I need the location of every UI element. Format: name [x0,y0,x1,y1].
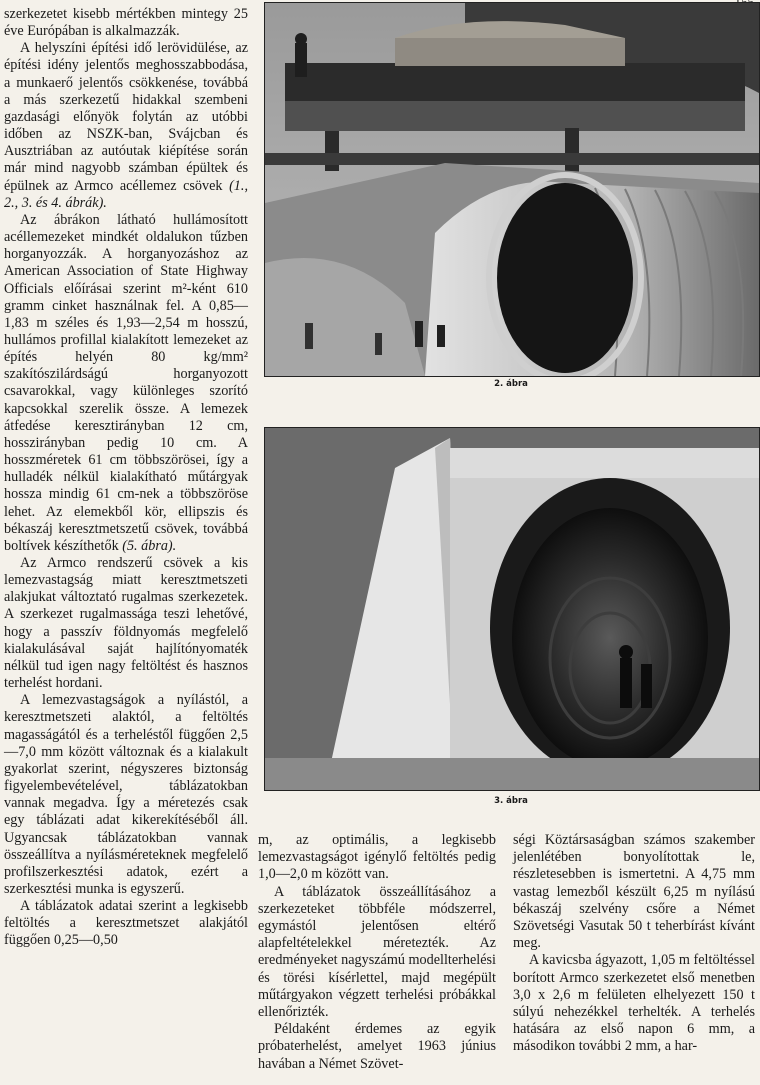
left-paragraph-4: Az Armco rendszerű csövek a kis lemezvastagság miatt keresztmetszeti alakjukat változtató rugalmas szerkezetek. A szerkezet rugalmassága teszi lehetővé, hogy a passzív földnyomás megfelelő kialakulásával saját hajlítónyomaték nélkül tud igen nagy feltöltést és hasznos terhelést hordani. [4,555,248,692]
right-text-column [513,832,755,1056]
middle-paragraph-2: A táblázatok összeállításához a szerkezeteket többféle módszerrel, egymástól jelentősen eltérő alapfeltételekkel méretezték. Az eredményeket nagyszámú modellterhelési és törési kísérlettel, majd megépült műtárgyakon végzett terhelési próbákkal ellenőrizték. [258,883,496,1021]
left-text-column [4,6,248,950]
figure-3-caption: 3. ábra [494,796,528,806]
figure-3-photo [264,427,760,791]
middle-text-column [258,832,496,1073]
figure-2-caption: 2. ábra [494,379,528,389]
figure-reference: (1., 2., 3. és 4. ábrák). [4,177,248,211]
left-paragraph-6: A táblázatok adatai szerint a legkisebb feltöltés a keresztmetszet alakjától függően 0,25—0,50 [4,898,248,949]
figure-3-image [265,428,759,790]
left-paragraph-5: A lemezvastagságok a nyílástól, a keresztmetszeti alaktól, a feltöltés magasságától és a terheléstől függően 2,5—7,0 mm között változnak és a kialakult gyakorlat szerint, négyszeres biztonság figyelembevételével, táblázatokban vannak megadva. Így a méretezés csak egy táblázati adat kikerekítéséből áll. Ugyancsak táblázatokban vannak összeállítva a nyílásméreteknek megfelelő profilszerkesztési adatok, ezért a szerkesztési munka is egyszerű. [4,692,248,897]
middle-paragraph-1: m, az optimális, a legkisebb lemezvastagságot igénylő feltöltés pedig 1,0—2,0 m között van. [258,832,496,883]
right-paragraph-1: ségi Köztársaságban számos szakember jelenlétében bonyolítottak le, részletesebben is ismertetni. A 4,75 mm vastag lemezből készült 6,25 m nyílású békaszáj szelvény csőre a Német Szövetségi Vasutak 50 t teherbírást kívánt meg. [513,832,755,952]
figure-2-image [265,3,759,376]
figure-reference: (5. ábra). [118,537,177,554]
left-paragraph-1: szerkezetet kisebb mértékben mintegy 25 éve Európában is alkalmazzák. [4,6,248,40]
figure-2-photo [264,2,760,377]
left-paragraph-2: A helyszíni építési idő lerövidülése, az építési idény jelentős meghosszabbodása, a munkaerő jelentős csökkenése, továbbá a más szerkezetű hidakkal szembeni gazdasági előnyök folytán az utóbbi időben az NSZK-ban, Svájcban és Ausztriában az autóutak kiépítése során már mind nagyobb számban épültek és épülnek az Armco acéllemez csövek (1., 2., 3. és 4. ábrák). [4,40,248,211]
left-paragraph-3: Az ábrákon látható hullámosított acéllemezeket mindkét oldalukon tűzben horganyozzák. A horganyozáshoz az American Association of State Highway Officials előírásai szerint m²-ként 610 gramm cinket használnak fel. A 0,85—1,83 m széles és 1,93—2,54 m hosszú, hullámos profillal kialakított lemezeket az építés helyén 80 kg/mm² szakítószilárdságú horganyozott csavarokkal, vagy különleges szorító kapcsokkal szerelik össze. A lemezek átfedése keresztirányban 12 cm, hosszirányban pedig 10 cm. A hosszméretek 61 cm többszörösei, így a hulladék nélkül kialakítható műtárgyak hossza mindig 61 cm-nek a többszöröse lehet. Az elemekből kör, ellipszis és békaszáj keresztmetszetű csövek, továbbá boltívek készíthetők (5. ábra). [4,211,248,554]
middle-paragraph-3: Példaként érdemes az egyik próbaterhelést, amelyet 1963 június havában a Német Szövet- [258,1021,496,1072]
right-paragraph-2: A kavicsba ágyazott, 1,05 m feltöltéssel borított Armco szerkezetet első menetben 3,0 x 2,6 m felületen elhelyezett 150 t súlyú nehezékkel terhelték. A terhelés hatására az első napon 6 mm, a másodikon további 2 mm, a har- [513,952,755,1055]
